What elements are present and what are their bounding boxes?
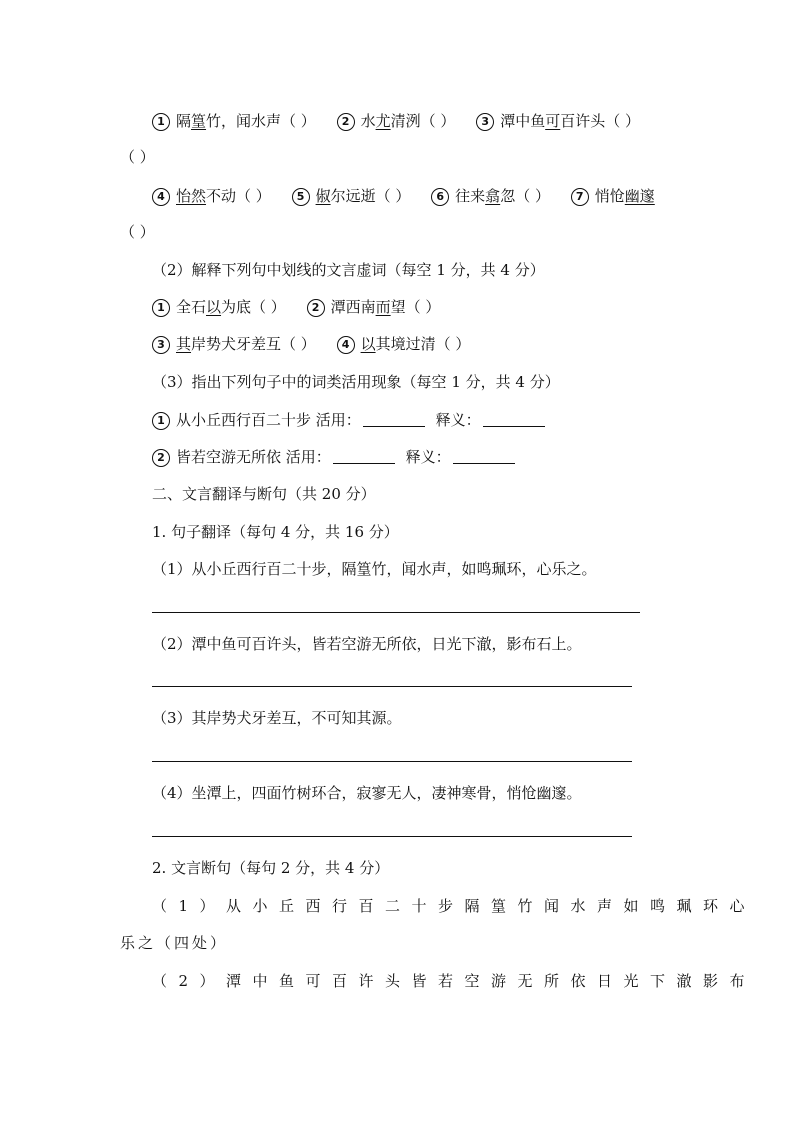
q1-row2 — [152, 185, 655, 207]
sentence-3: （3）其岸势犬牙差互，不可知其源。 — [152, 709, 402, 727]
underlined-word: 而 — [375, 298, 391, 316]
q1-row2-wrap: （ ） — [120, 223, 155, 241]
q1-item-5: 5 俶尔远逝（ ） — [292, 187, 411, 205]
answer-blank[interactable] — [333, 449, 395, 464]
circled-number: 1 — [152, 412, 170, 430]
circled-number: 7 — [571, 188, 589, 206]
q3-heading: （3）指出下列句子中的词类活用现象（每空 1 分，共 4 分） — [152, 373, 560, 391]
q2-heading: （2）解释下列句中划线的文言虚词（每空 1 分，共 4 分） — [152, 261, 545, 279]
answer-blank[interactable] — [453, 449, 515, 464]
q2-row2 — [152, 333, 470, 355]
underlined-word: 以 — [206, 298, 222, 316]
q2-row1 — [152, 296, 440, 318]
sentence-1: （1）从小丘西行百二十步，隔篁竹，闻水声，如鸣珮环，心乐之。 — [152, 560, 597, 578]
punct-sentence-1: （1）从小丘西行百二十步隔篁竹闻水声如鸣珮环心 — [152, 897, 757, 915]
answer-blank[interactable] — [363, 412, 425, 427]
q1-row1 — [152, 110, 640, 132]
underlined-word: 可 — [545, 112, 561, 130]
underlined-word: 幽邃 — [624, 187, 655, 205]
circled-number: 2 — [307, 299, 325, 317]
q1-item-7: 7 悄怆幽邃 — [571, 187, 655, 205]
answer-blank[interactable] — [483, 412, 545, 427]
underlined-word: 翕 — [485, 187, 501, 205]
q2-item-4: 4 以其境过清（ ） — [337, 335, 471, 353]
circled-number: 1 — [152, 113, 170, 131]
q1-item-2: 2 水尤清洌（ ） — [337, 112, 456, 130]
underlined-word: 其 — [176, 335, 192, 353]
section-title: 二、文言翻译与断句（共 20 分） — [152, 485, 376, 503]
q2-item-1: 1 全石以为底（ ） — [152, 298, 286, 316]
circled-number: 3 — [152, 336, 170, 354]
answer-line-4[interactable] — [152, 836, 632, 837]
q3-item-1: 1 从小丘西行百二十步 活用： 释义： — [152, 409, 551, 431]
punct-sentence-2: （2）潭中鱼可百许头皆若空游无所依日光下澈影布 — [152, 972, 757, 990]
q2-item-3: 3 其岸势犬牙差互（ ） — [152, 335, 316, 353]
circled-number: 4 — [337, 336, 355, 354]
underlined-word: 俶 — [315, 187, 331, 205]
q2-item-2: 2 潭西南而望（ ） — [307, 298, 441, 316]
q3-item-2: 2 皆若空游无所依 活用： 释义： — [152, 446, 521, 468]
answer-line-2[interactable] — [152, 686, 632, 687]
sentence-4: （4）坐潭上，四面竹树环合，寂寥无人，凄神寒骨，悄怆幽邃。 — [152, 784, 582, 802]
punct-sentence-1-wrap: 乐之（四处） — [120, 934, 229, 952]
circled-number: 4 — [152, 188, 170, 206]
answer-line-1[interactable] — [152, 612, 640, 613]
answer-line-3[interactable] — [152, 761, 632, 762]
underlined-word: 尤 — [375, 112, 391, 130]
q1-item-6: 6 往来翕忽（ ） — [431, 187, 550, 205]
circled-number: 2 — [337, 113, 355, 131]
circled-number: 2 — [152, 449, 170, 467]
q1-item-3: 3 潭中鱼可百许头（ ） — [476, 112, 640, 130]
q1-row1-wrap: （ ） — [120, 148, 155, 166]
underlined-word: 以 — [360, 335, 376, 353]
q1-item-4: 4 怡然不动（ ） — [152, 187, 271, 205]
circled-number: 5 — [292, 188, 310, 206]
circled-number: 6 — [431, 188, 449, 206]
q1-item-1: 1 隔篁竹，闻水声（ ） — [152, 112, 316, 130]
underlined-word: 怡然 — [176, 187, 207, 205]
underlined-word: 篁 — [191, 112, 207, 130]
sentence-2: （2）潭中鱼可百许头，皆若空游无所依，日光下澈，影布石上。 — [152, 635, 582, 653]
punct-heading: 2. 文言断句（每句 2 分，共 4 分） — [152, 859, 390, 877]
circled-number: 3 — [476, 113, 494, 131]
circled-number: 1 — [152, 299, 170, 317]
translate-heading: 1. 句子翻译（每句 4 分，共 16 分） — [152, 523, 399, 541]
